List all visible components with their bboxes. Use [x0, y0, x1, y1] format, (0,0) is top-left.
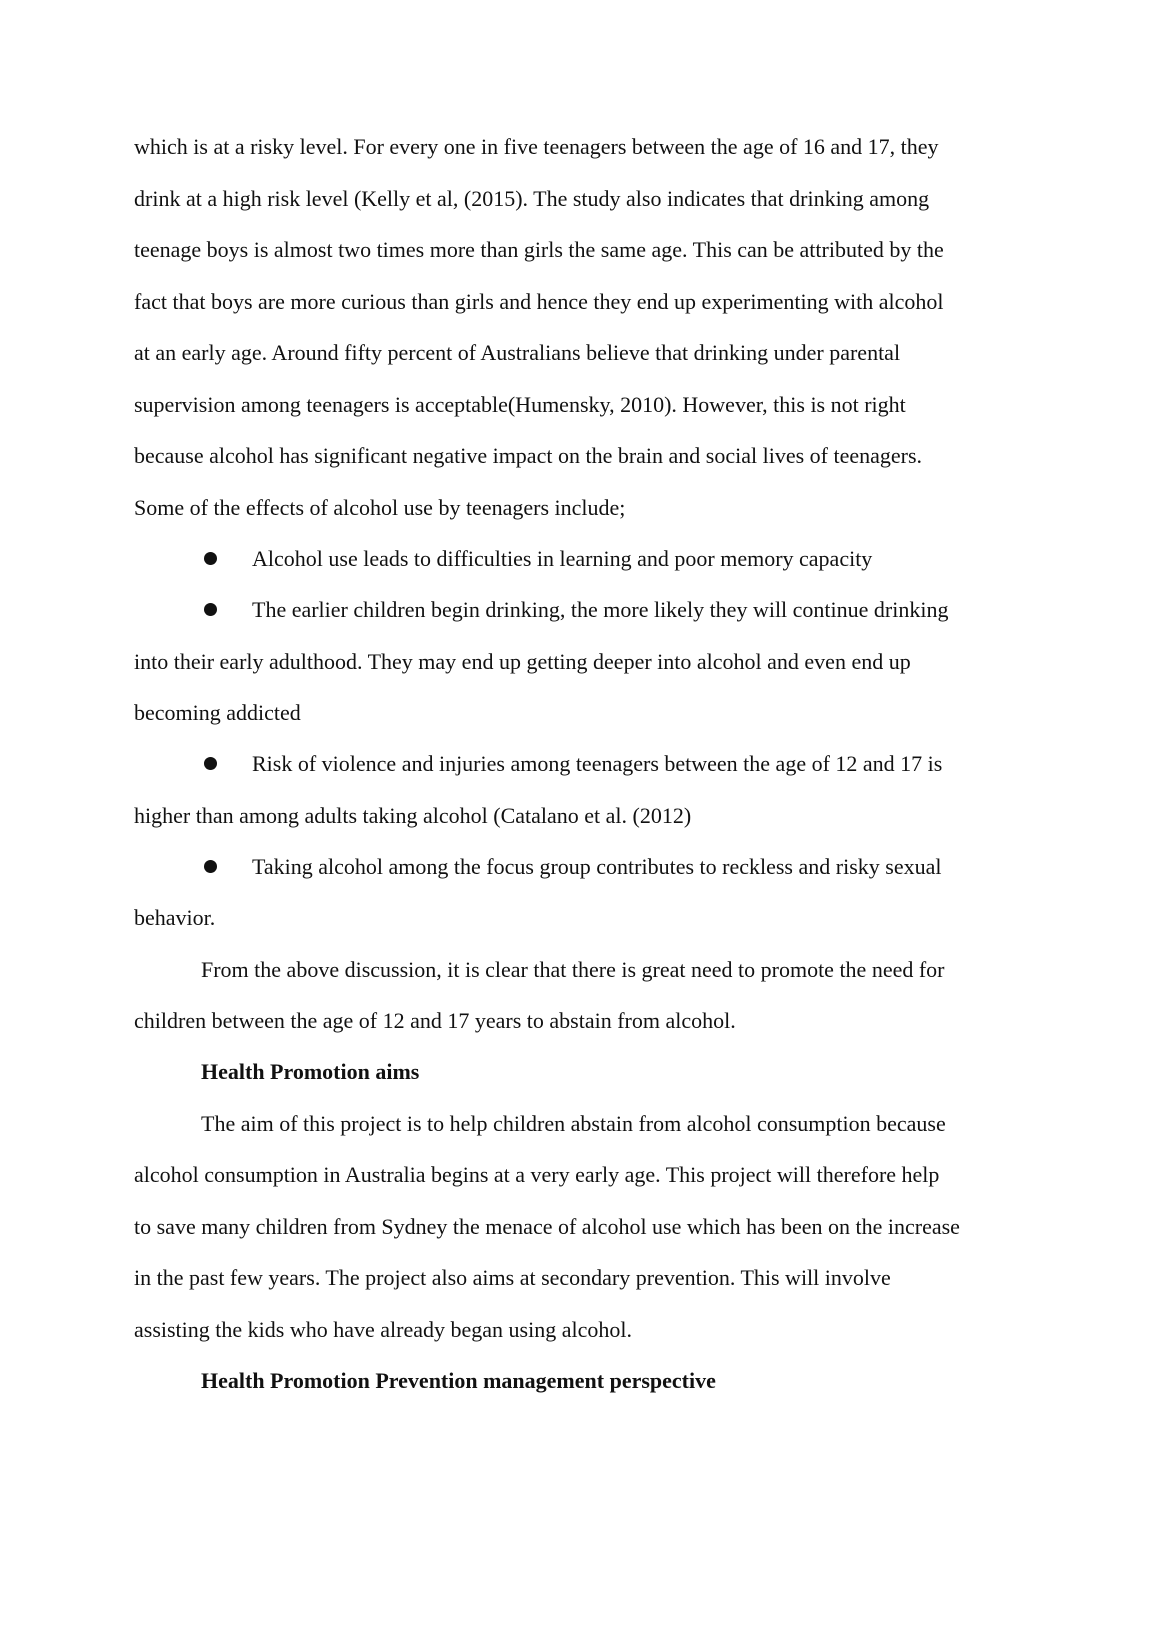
paragraph-line: Some of the effects of alcohol use by teenagers include; — [134, 495, 626, 520]
bullet-item-text: Risk of violence and injuries among teenagers between the age of 12 and 17 is — [252, 751, 943, 776]
paragraph-line: drink at a high risk level (Kelly et al, (2015). The study also indicates that drinking among — [134, 186, 930, 211]
paragraph-line: which is at a risky level. For every one in five teenagers between the age of 16 and 17, they — [134, 134, 939, 159]
paragraph-line: supervision among teenagers is acceptable(Humensky, 2010). However, this is not right — [134, 392, 906, 417]
paragraph-line: to save many children from Sydney the menace of alcohol use which has been on the increase — [134, 1214, 960, 1239]
bullet-item-text: Alcohol use leads to difficulties in learning and poor memory capacity — [252, 546, 873, 571]
bullet-item-continuation: into their early adulthood. They may end up getting deeper into alcohol and even end up — [134, 649, 911, 674]
paragraph-line: assisting the kids who have already began using alcohol. — [134, 1317, 632, 1342]
bullet-item-text: Taking alcohol among the focus group contributes to reckless and risky sexual — [252, 854, 942, 879]
bullet-dot-icon — [204, 757, 217, 770]
paragraph-line: children between the age of 12 and 17 years to abstain from alcohol. — [134, 1008, 736, 1033]
paragraph-line: because alcohol has significant negative impact on the brain and social lives of teenagers. — [134, 443, 923, 468]
bullet-item-continuation: becoming addicted — [134, 700, 301, 725]
paragraph-line: teenage boys is almost two times more than girls the same age. This can be attributed by the — [134, 237, 944, 262]
paragraph-line: From the above discussion, it is clear that there is great need to promote the need for — [201, 957, 945, 982]
bullet-item-continuation: higher than among adults taking alcohol (Catalano et al. (2012) — [134, 803, 692, 828]
section-heading-aims: Health Promotion aims — [201, 1059, 420, 1084]
bullet-item-text: The earlier children begin drinking, the more likely they will continue drinking — [252, 597, 949, 622]
section-heading-prevention: Health Promotion Prevention management perspective — [201, 1368, 716, 1393]
paragraph-line: fact that boys are more curious than girls and hence they end up experimenting with alcohol — [134, 289, 944, 314]
paragraph-line: at an early age. Around fifty percent of Australians believe that drinking under parental — [134, 340, 901, 365]
paragraph-line: The aim of this project is to help children abstain from alcohol consumption because — [201, 1111, 946, 1136]
bullet-dot-icon — [204, 603, 217, 616]
bullet-item-continuation: behavior. — [134, 905, 216, 930]
bullet-dot-icon — [204, 552, 217, 565]
paragraph-line: in the past few years. The project also aims at secondary prevention. This will involve — [134, 1265, 891, 1290]
bullet-dot-icon — [204, 860, 217, 873]
paragraph-line: alcohol consumption in Australia begins at a very early age. This project will therefore help — [134, 1162, 940, 1187]
